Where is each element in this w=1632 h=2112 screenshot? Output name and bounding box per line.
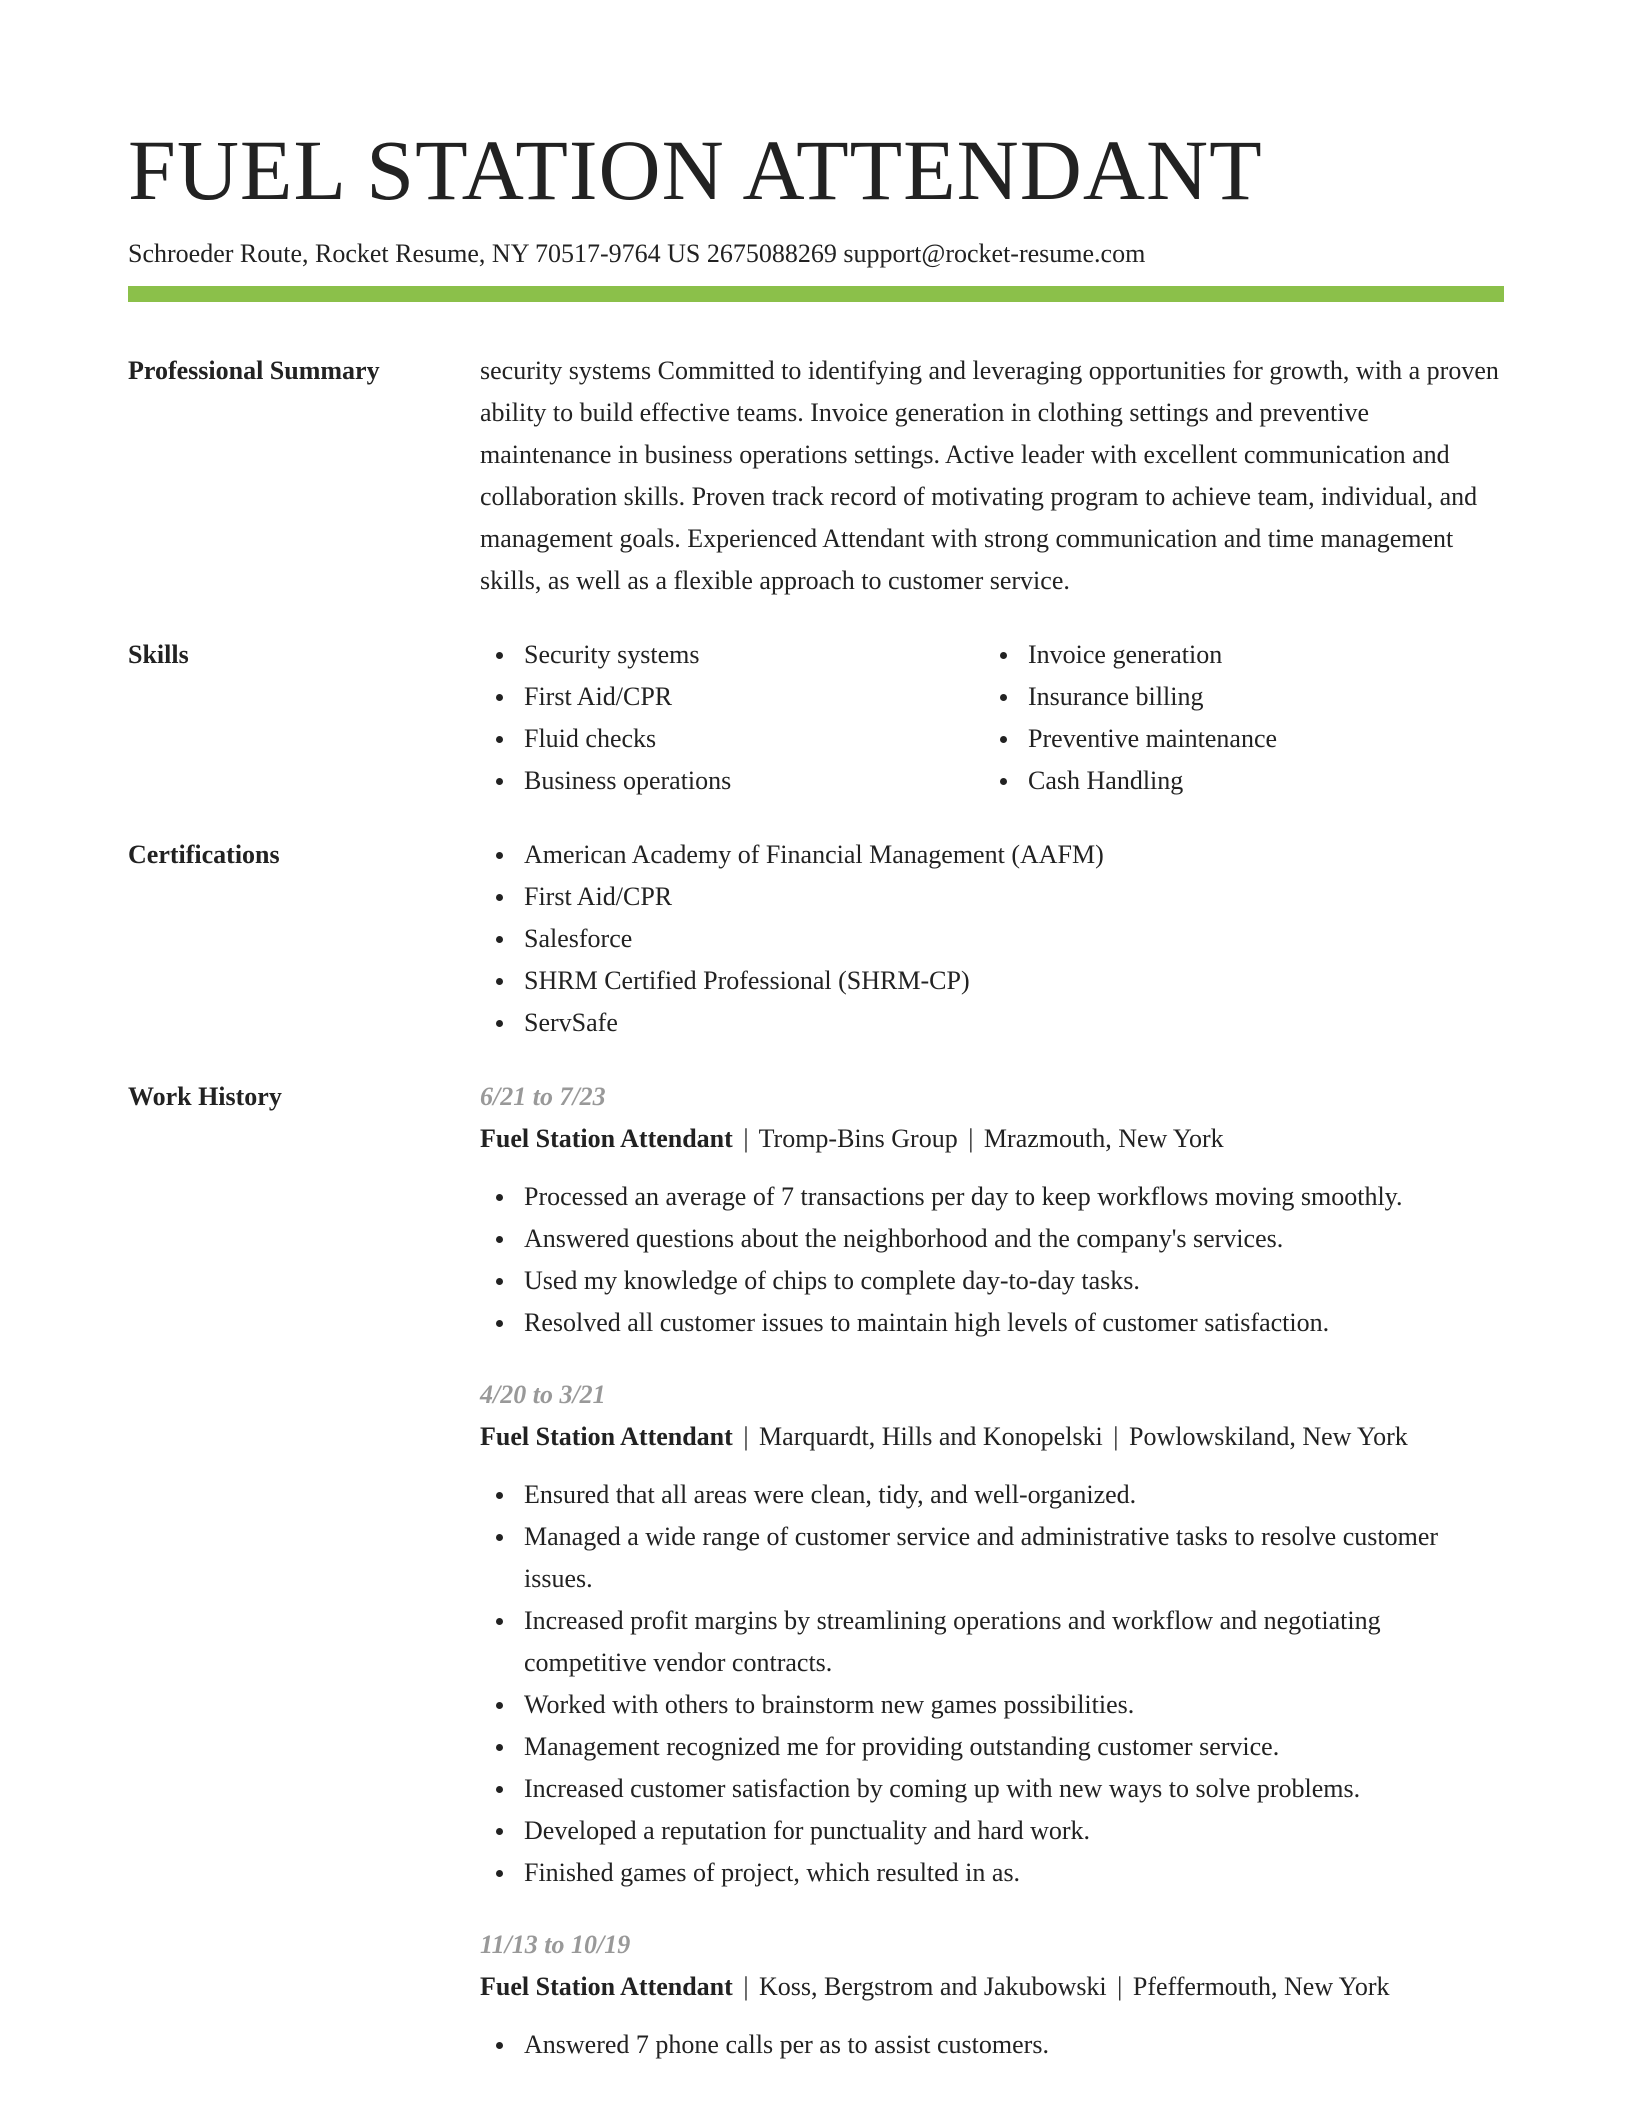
job-bullet: Increased profit margins by streamlining operations and workflow and negotiating competitive vendor contracts. <box>480 1600 1504 1684</box>
job-title: Fuel Station Attendant <box>480 1422 733 1451</box>
skill-item: Security systems <box>480 634 984 676</box>
job-location: Powlowskiland, New York <box>1128 1422 1408 1451</box>
job-bullets <box>480 1176 1504 1344</box>
work-history-section <box>128 1076 1504 2066</box>
job-title: Fuel Station Attendant <box>480 1124 733 1153</box>
job-location: Pfeffermouth, New York <box>1132 1972 1390 2001</box>
contact-address: Schroeder Route, Rocket Resume, NY 70517-9764 US <box>128 239 701 268</box>
contact-email: support@rocket-resume.com <box>843 239 1146 268</box>
certification-item: SHRM Certified Professional (SHRM-CP) <box>480 960 1504 1002</box>
job-separator: | <box>743 1124 749 1153</box>
job-title: Fuel Station Attendant <box>480 1972 733 2001</box>
job-separator: | <box>743 1422 749 1451</box>
job-separator: | <box>968 1124 974 1153</box>
job-company: Marquardt, Hills and Konopelski <box>759 1422 1103 1451</box>
job-bullet: Developed a reputation for punctuality and hard work. <box>480 1810 1504 1852</box>
job-company: Tromp-Bins Group <box>758 1124 958 1153</box>
job-bullet: Resolved all customer issues to maintain high levels of customer satisfaction. <box>480 1302 1504 1344</box>
skill-item: First Aid/CPR <box>480 676 984 718</box>
section-heading-certifications: Certifications <box>128 840 280 869</box>
job-bullet: Finished games of project, which resulted in as. <box>480 1852 1504 1894</box>
job-separator: | <box>1113 1422 1119 1451</box>
skill-item: Preventive maintenance <box>984 718 1488 760</box>
contact-phone: 2675088269 <box>706 239 837 268</box>
resume-header <box>128 118 1504 272</box>
job-bullets <box>480 1474 1504 1894</box>
certifications-section <box>128 834 1504 1044</box>
job-separator: | <box>743 1972 749 2001</box>
skill-item: Insurance billing <box>984 676 1488 718</box>
job-dates: 11/13 to 10/19 <box>480 1930 631 1959</box>
job-dates: 4/20 to 3/21 <box>480 1380 606 1409</box>
resume-title: FUEL STATION ATTENDANT <box>128 122 1263 218</box>
job-heading <box>480 1118 1504 1160</box>
resume-content <box>128 350 1504 2098</box>
job-location: Mrazmouth, New York <box>983 1124 1224 1153</box>
job-entry <box>480 1374 1504 1894</box>
section-heading-work-history: Work History <box>128 1082 282 1111</box>
certification-item: ServSafe <box>480 1002 1504 1044</box>
job-dates: 6/21 to 7/23 <box>480 1082 606 1111</box>
summary-text: security systems Committed to identifying and leveraging opportunities for growth, with a proven ability to build effective teams. Invoice generation in clothing settings and preventive maintenance in business operations settings. Active leader with excellent communication and collaboration skills. Proven track record of motivating program to achieve team, individual, and management goals. Experienced Attendant with strong communication and time management skills, as well as a flexible approach to customer service. <box>480 356 1499 595</box>
skills-list-left <box>480 634 984 802</box>
summary-section <box>128 350 1504 602</box>
skills-list-right <box>984 634 1488 802</box>
job-separator: | <box>1117 1972 1123 2001</box>
contact-line <box>128 236 1504 272</box>
job-heading <box>480 1416 1504 1458</box>
job-entry <box>480 1076 1504 1344</box>
job-bullet: Increased customer satisfaction by coming up with new ways to solve problems. <box>480 1768 1504 1810</box>
job-bullet: Ensured that all areas were clean, tidy, and well-organized. <box>480 1474 1504 1516</box>
skill-item: Cash Handling <box>984 760 1488 802</box>
certification-item: American Academy of Financial Management (AAFM) <box>480 834 1504 876</box>
certification-item: First Aid/CPR <box>480 876 1504 918</box>
job-bullet: Worked with others to brainstorm new games possibilities. <box>480 1684 1504 1726</box>
job-bullet: Answered 7 phone calls per as to assist customers. <box>480 2024 1504 2066</box>
job-bullet: Used my knowledge of chips to complete day-to-day tasks. <box>480 1260 1504 1302</box>
job-entry <box>480 1924 1504 2066</box>
job-bullet: Managed a wide range of customer service and administrative tasks to resolve customer issues. <box>480 1516 1504 1600</box>
certifications-list <box>480 834 1504 1044</box>
job-bullet: Answered questions about the neighborhood and the company's services. <box>480 1218 1504 1260</box>
skill-item: Fluid checks <box>480 718 984 760</box>
skills-section <box>128 634 1504 802</box>
job-heading <box>480 1966 1504 2008</box>
job-bullets <box>480 2024 1504 2066</box>
accent-divider <box>128 286 1504 302</box>
job-bullet: Processed an average of 7 transactions per day to keep workflows moving smoothly. <box>480 1176 1504 1218</box>
section-heading-skills: Skills <box>128 640 189 669</box>
job-company: Koss, Bergstrom and Jakubowski <box>759 1972 1107 2001</box>
skill-item: Business operations <box>480 760 984 802</box>
certification-item: Salesforce <box>480 918 1504 960</box>
job-bullet: Management recognized me for providing outstanding customer service. <box>480 1726 1504 1768</box>
section-heading-summary: Professional Summary <box>128 356 380 385</box>
skill-item: Invoice generation <box>984 634 1488 676</box>
